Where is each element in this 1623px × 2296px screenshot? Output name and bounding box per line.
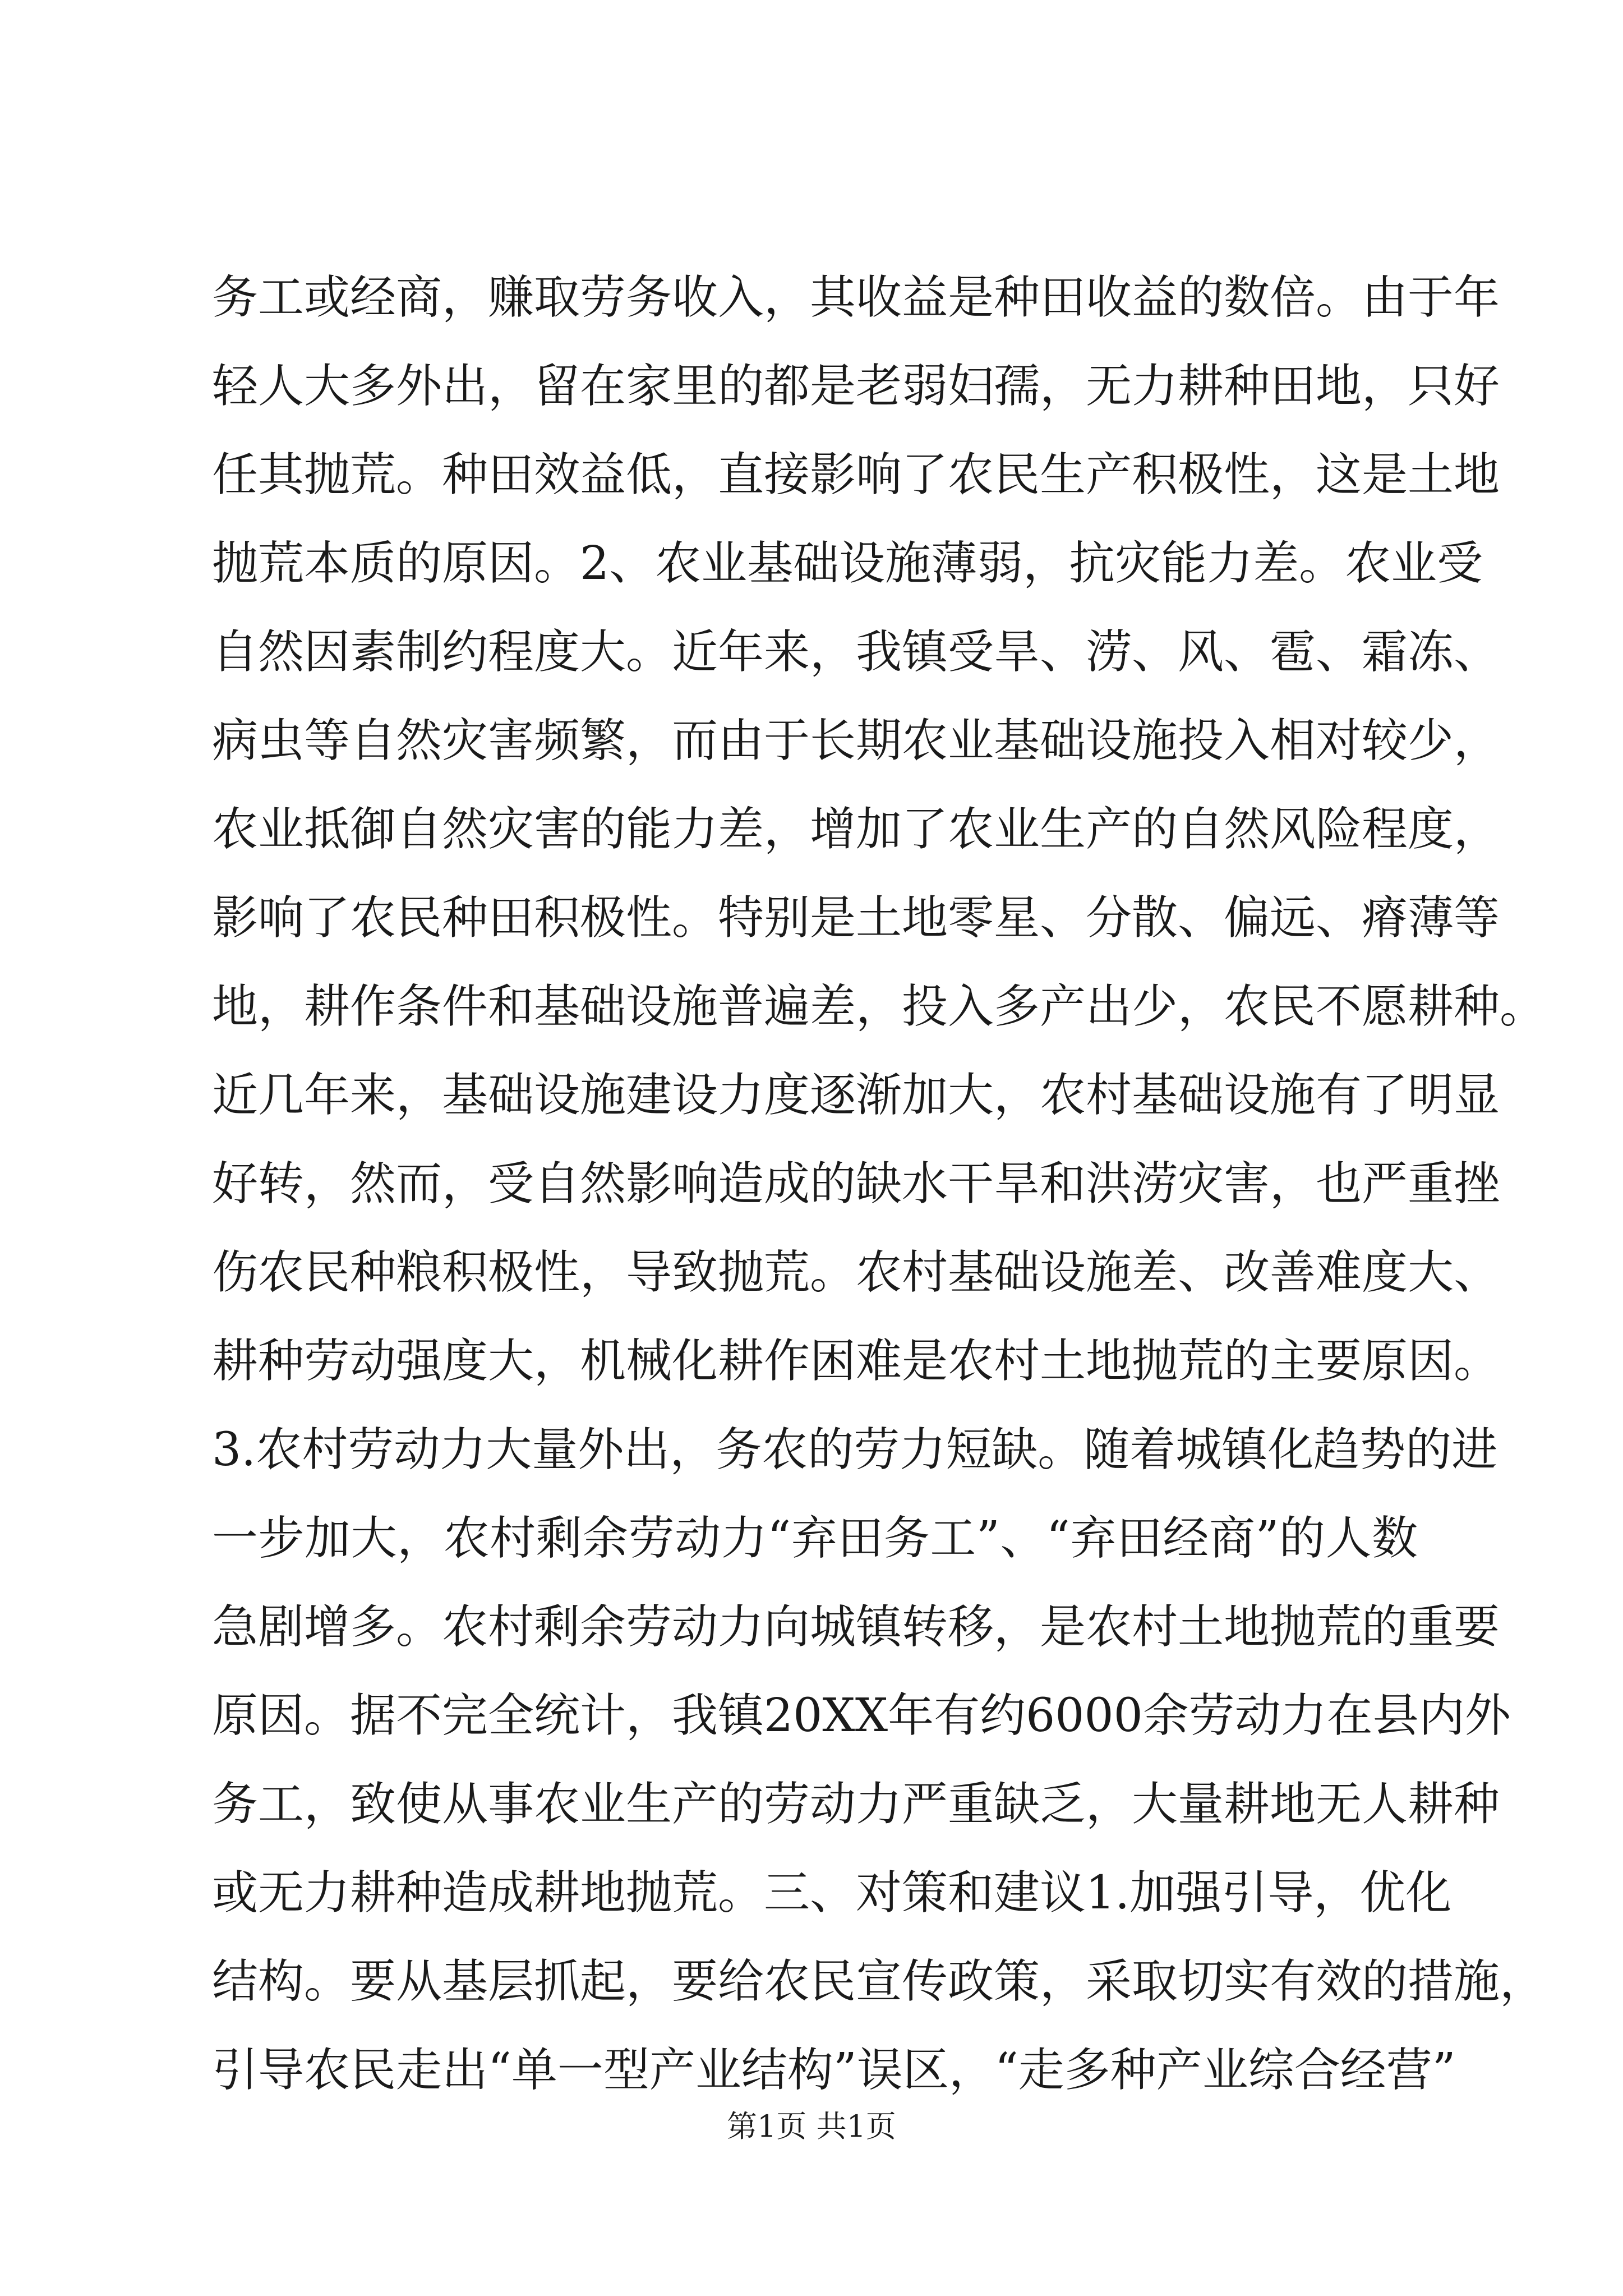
text-line: 伤农民种粮积极性，导致抛荒。农村基础设施差、改善难度大、 — [212, 1246, 1500, 1299]
text-line: 任其抛荒。种田效益低，直接影响了农民生产积极性，这是土地 — [212, 448, 1500, 501]
text-line: 地，耕作条件和基础设施普遍差，投入多产出少，农民不愿耕种。 — [212, 980, 1546, 1033]
text-line: 轻人大多外出，留在家里的都是老弱妇孺，无力耕种田地，只好 — [212, 360, 1500, 413]
text-line: 原因。据不完全统计，我镇20XX年有约6000余劳动力在县内外 — [212, 1689, 1511, 1742]
text-line: 抛荒本质的原因。2、农业基础设施薄弱，抗灾能力差。农业受 — [212, 537, 1483, 590]
text-line: 近几年来，基础设施建设力度逐渐加大，农村基础设施有了明显 — [212, 1069, 1500, 1122]
text-line: 病虫等自然灾害频繁，而由于长期农业基础设施投入相对较少， — [212, 714, 1500, 767]
text-line: 农业抵御自然灾害的能力差，增加了农业生产的自然风险程度， — [212, 803, 1500, 856]
text-line: 务工，致使从事农业生产的劳动力严重缺乏，大量耕地无人耕种 — [212, 1778, 1500, 1831]
text-line: 引导农民走出“单一型产业结构”误区，“走多种产业综合经营” — [212, 2044, 1456, 2097]
text-line: 或无力耕种造成耕地抛荒。三、对策和建议1.加强引导，优化 — [212, 1866, 1452, 1920]
text-line: 结构。要从基层抓起，要给农民宣传政策，采取切实有效的措施， — [212, 1955, 1546, 2008]
text-line: 自然因素制约程度大。近年来，我镇受旱、涝、风、雹、霜冻、 — [212, 625, 1500, 679]
text-line: 急剧增多。农村剩余劳动力向城镇转移，是农村土地抛荒的重要 — [212, 1600, 1500, 1654]
text-line: 好转，然而，受自然影响造成的缺水干旱和洪涝灾害，也严重挫 — [212, 1157, 1500, 1211]
text-line: 影响了农民种田积极性。特别是土地零星、分散、偏远、瘠薄等 — [212, 891, 1500, 945]
text-line: 一步加大，农村剩余劳动力“弃田务工”、“弃田经商”的人数 — [212, 1512, 1418, 1565]
text-line: 耕种劳动强度大，机械化耕作困难是农村土地抛荒的主要原因。 — [212, 1335, 1500, 1388]
page-footer: 第1页 共1页 — [727, 2109, 896, 2144]
body-text — [212, 254, 1546, 2115]
text-line: 务工或经商，赚取劳务收入，其收益是种田收益的数倍。由于年 — [212, 271, 1500, 324]
text-line: 3.农村劳动力大量外出，务农的劳力短缺。随着城镇化趋势的进 — [212, 1423, 1498, 1476]
